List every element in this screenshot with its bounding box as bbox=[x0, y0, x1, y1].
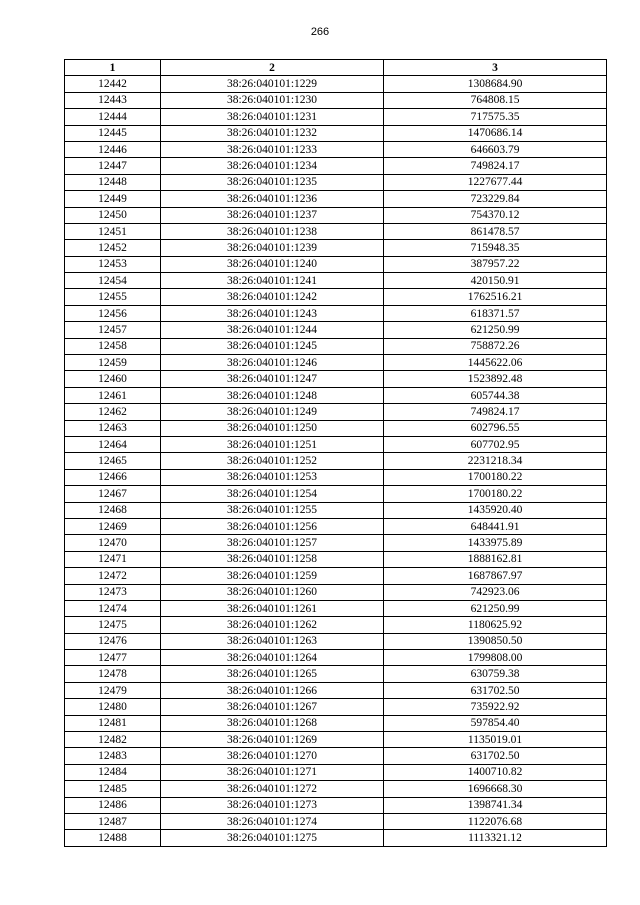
value-cell: 1122076.68 bbox=[384, 813, 607, 829]
cadastral-number-cell: 38:26:040101:1256 bbox=[161, 518, 384, 534]
cadastral-number-cell: 38:26:040101:1229 bbox=[161, 76, 384, 92]
table-row bbox=[65, 387, 607, 403]
cadastral-number-cell: 38:26:040101:1265 bbox=[161, 666, 384, 682]
table-body bbox=[65, 76, 607, 846]
cadastral-number-cell: 38:26:040101:1262 bbox=[161, 617, 384, 633]
value-cell: 630759.38 bbox=[384, 666, 607, 682]
cadastral-number-cell: 38:26:040101:1261 bbox=[161, 600, 384, 616]
table-row bbox=[65, 273, 607, 289]
row-number-cell: 12464 bbox=[65, 436, 161, 452]
table-row bbox=[65, 174, 607, 190]
value-cell: 420150.91 bbox=[384, 273, 607, 289]
table-row bbox=[65, 322, 607, 338]
table-row bbox=[65, 420, 607, 436]
table-row bbox=[65, 289, 607, 305]
value-cell: 723229.84 bbox=[384, 191, 607, 207]
cadastral-number-cell: 38:26:040101:1257 bbox=[161, 535, 384, 551]
value-cell: 1435920.40 bbox=[384, 502, 607, 518]
row-number-cell: 12469 bbox=[65, 518, 161, 534]
value-cell: 1227677.44 bbox=[384, 174, 607, 190]
cadastral-number-cell: 38:26:040101:1238 bbox=[161, 223, 384, 239]
cadastral-number-cell: 38:26:040101:1231 bbox=[161, 109, 384, 125]
table-row bbox=[65, 355, 607, 371]
table-row bbox=[65, 748, 607, 764]
row-number-cell: 12450 bbox=[65, 207, 161, 223]
cadastral-number-cell: 38:26:040101:1263 bbox=[161, 633, 384, 649]
table-row bbox=[65, 404, 607, 420]
cadastral-number-cell: 38:26:040101:1266 bbox=[161, 682, 384, 698]
row-number-cell: 12445 bbox=[65, 125, 161, 141]
value-cell: 1135019.01 bbox=[384, 732, 607, 748]
row-number-cell: 12443 bbox=[65, 92, 161, 108]
row-number-cell: 12454 bbox=[65, 273, 161, 289]
cadastral-number-cell: 38:26:040101:1246 bbox=[161, 355, 384, 371]
value-cell: 605744.38 bbox=[384, 387, 607, 403]
row-number-cell: 12472 bbox=[65, 568, 161, 584]
table-header bbox=[65, 60, 607, 76]
cadastral-number-cell: 38:26:040101:1275 bbox=[161, 830, 384, 846]
value-cell: 648441.91 bbox=[384, 518, 607, 534]
value-cell: 758872.26 bbox=[384, 338, 607, 354]
table-row bbox=[65, 518, 607, 534]
cadastral-number-cell: 38:26:040101:1272 bbox=[161, 781, 384, 797]
table-row bbox=[65, 256, 607, 272]
row-number-cell: 12476 bbox=[65, 633, 161, 649]
table-row bbox=[65, 617, 607, 633]
value-cell: 1762516.21 bbox=[384, 289, 607, 305]
value-cell: 1400710.82 bbox=[384, 764, 607, 780]
table-row bbox=[65, 191, 607, 207]
cadastral-number-cell: 38:26:040101:1233 bbox=[161, 141, 384, 157]
table-row bbox=[65, 469, 607, 485]
row-number-cell: 12477 bbox=[65, 650, 161, 666]
table-row bbox=[65, 715, 607, 731]
cadastral-number-cell: 38:26:040101:1254 bbox=[161, 486, 384, 502]
table-row bbox=[65, 223, 607, 239]
value-cell: 1308684.90 bbox=[384, 76, 607, 92]
cadastral-number-cell: 38:26:040101:1247 bbox=[161, 371, 384, 387]
value-cell: 646603.79 bbox=[384, 141, 607, 157]
cadastral-number-cell: 38:26:040101:1271 bbox=[161, 764, 384, 780]
table-row bbox=[65, 666, 607, 682]
column-header-1: 1 bbox=[65, 60, 161, 76]
row-number-cell: 12456 bbox=[65, 305, 161, 321]
row-number-cell: 12484 bbox=[65, 764, 161, 780]
row-number-cell: 12481 bbox=[65, 715, 161, 731]
cadastral-number-cell: 38:26:040101:1267 bbox=[161, 699, 384, 715]
cadastral-number-cell: 38:26:040101:1270 bbox=[161, 748, 384, 764]
table-row bbox=[65, 535, 607, 551]
value-cell: 631702.50 bbox=[384, 682, 607, 698]
table-row bbox=[65, 240, 607, 256]
row-number-cell: 12479 bbox=[65, 682, 161, 698]
value-cell: 1433975.89 bbox=[384, 535, 607, 551]
row-number-cell: 12446 bbox=[65, 141, 161, 157]
row-number-cell: 12480 bbox=[65, 699, 161, 715]
table-row bbox=[65, 732, 607, 748]
table-row bbox=[65, 125, 607, 141]
value-cell: 1696668.30 bbox=[384, 781, 607, 797]
row-number-cell: 12449 bbox=[65, 191, 161, 207]
table-row bbox=[65, 305, 607, 321]
cadastral-value-table bbox=[64, 59, 607, 847]
table-row bbox=[65, 338, 607, 354]
value-cell: 621250.99 bbox=[384, 322, 607, 338]
value-cell: 1888162.81 bbox=[384, 551, 607, 567]
table-row bbox=[65, 436, 607, 452]
cadastral-number-cell: 38:26:040101:1241 bbox=[161, 273, 384, 289]
table-row bbox=[65, 568, 607, 584]
value-cell: 1470686.14 bbox=[384, 125, 607, 141]
cadastral-number-cell: 38:26:040101:1264 bbox=[161, 650, 384, 666]
value-cell: 1398741.34 bbox=[384, 797, 607, 813]
table-row bbox=[65, 600, 607, 616]
value-cell: 621250.99 bbox=[384, 600, 607, 616]
row-number-cell: 12463 bbox=[65, 420, 161, 436]
cadastral-number-cell: 38:26:040101:1240 bbox=[161, 256, 384, 272]
row-number-cell: 12459 bbox=[65, 355, 161, 371]
value-cell: 1523892.48 bbox=[384, 371, 607, 387]
cadastral-number-cell: 38:26:040101:1251 bbox=[161, 436, 384, 452]
column-header-2: 2 bbox=[161, 60, 384, 76]
column-header-3: 3 bbox=[384, 60, 607, 76]
cadastral-number-cell: 38:26:040101:1243 bbox=[161, 305, 384, 321]
value-cell: 1700180.22 bbox=[384, 486, 607, 502]
value-cell: 2231218.34 bbox=[384, 453, 607, 469]
table-row bbox=[65, 207, 607, 223]
table-row bbox=[65, 453, 607, 469]
cadastral-number-cell: 38:26:040101:1230 bbox=[161, 92, 384, 108]
cadastral-number-cell: 38:26:040101:1259 bbox=[161, 568, 384, 584]
value-cell: 631702.50 bbox=[384, 748, 607, 764]
cadastral-number-cell: 38:26:040101:1249 bbox=[161, 404, 384, 420]
cadastral-number-cell: 38:26:040101:1244 bbox=[161, 322, 384, 338]
cadastral-number-cell: 38:26:040101:1248 bbox=[161, 387, 384, 403]
value-cell: 742923.06 bbox=[384, 584, 607, 600]
value-cell: 749824.17 bbox=[384, 158, 607, 174]
table-row bbox=[65, 92, 607, 108]
table-row bbox=[65, 584, 607, 600]
row-number-cell: 12447 bbox=[65, 158, 161, 174]
table-row bbox=[65, 76, 607, 92]
value-cell: 597854.40 bbox=[384, 715, 607, 731]
cadastral-number-cell: 38:26:040101:1232 bbox=[161, 125, 384, 141]
value-cell: 1799808.00 bbox=[384, 650, 607, 666]
table-row bbox=[65, 633, 607, 649]
row-number-cell: 12448 bbox=[65, 174, 161, 190]
table-row bbox=[65, 551, 607, 567]
row-number-cell: 12455 bbox=[65, 289, 161, 305]
cadastral-number-cell: 38:26:040101:1237 bbox=[161, 207, 384, 223]
row-number-cell: 12460 bbox=[65, 371, 161, 387]
table-row bbox=[65, 781, 607, 797]
table-row bbox=[65, 764, 607, 780]
value-cell: 387957.22 bbox=[384, 256, 607, 272]
cadastral-number-cell: 38:26:040101:1242 bbox=[161, 289, 384, 305]
value-cell: 717575.35 bbox=[384, 109, 607, 125]
table-row bbox=[65, 650, 607, 666]
row-number-cell: 12471 bbox=[65, 551, 161, 567]
cadastral-number-cell: 38:26:040101:1236 bbox=[161, 191, 384, 207]
row-number-cell: 12478 bbox=[65, 666, 161, 682]
row-number-cell: 12482 bbox=[65, 732, 161, 748]
row-number-cell: 12466 bbox=[65, 469, 161, 485]
value-cell: 618371.57 bbox=[384, 305, 607, 321]
row-number-cell: 12470 bbox=[65, 535, 161, 551]
row-number-cell: 12462 bbox=[65, 404, 161, 420]
table-row bbox=[65, 158, 607, 174]
table-row bbox=[65, 371, 607, 387]
row-number-cell: 12453 bbox=[65, 256, 161, 272]
row-number-cell: 12485 bbox=[65, 781, 161, 797]
row-number-cell: 12488 bbox=[65, 830, 161, 846]
value-cell: 1687867.97 bbox=[384, 568, 607, 584]
row-number-cell: 12483 bbox=[65, 748, 161, 764]
row-number-cell: 12467 bbox=[65, 486, 161, 502]
row-number-cell: 12474 bbox=[65, 600, 161, 616]
row-number-cell: 12486 bbox=[65, 797, 161, 813]
value-cell: 715948.35 bbox=[384, 240, 607, 256]
cadastral-number-cell: 38:26:040101:1258 bbox=[161, 551, 384, 567]
row-number-cell: 12468 bbox=[65, 502, 161, 518]
table-row bbox=[65, 141, 607, 157]
value-cell: 764808.15 bbox=[384, 92, 607, 108]
page-number: 266 bbox=[310, 26, 330, 38]
table-row bbox=[65, 109, 607, 125]
row-number-cell: 12473 bbox=[65, 584, 161, 600]
table-row bbox=[65, 486, 607, 502]
header-row bbox=[65, 60, 607, 76]
cadastral-number-cell: 38:26:040101:1255 bbox=[161, 502, 384, 518]
cadastral-number-cell: 38:26:040101:1260 bbox=[161, 584, 384, 600]
cadastral-number-cell: 38:26:040101:1268 bbox=[161, 715, 384, 731]
value-cell: 1445622.06 bbox=[384, 355, 607, 371]
value-cell: 735922.92 bbox=[384, 699, 607, 715]
table-row bbox=[65, 797, 607, 813]
value-cell: 1180625.92 bbox=[384, 617, 607, 633]
row-number-cell: 12475 bbox=[65, 617, 161, 633]
table-row bbox=[65, 682, 607, 698]
row-number-cell: 12444 bbox=[65, 109, 161, 125]
row-number-cell: 12458 bbox=[65, 338, 161, 354]
cadastral-number-cell: 38:26:040101:1239 bbox=[161, 240, 384, 256]
row-number-cell: 12452 bbox=[65, 240, 161, 256]
row-number-cell: 12457 bbox=[65, 322, 161, 338]
value-cell: 1390850.50 bbox=[384, 633, 607, 649]
value-cell: 754370.12 bbox=[384, 207, 607, 223]
value-cell: 1113321.12 bbox=[384, 830, 607, 846]
cadastral-number-cell: 38:26:040101:1274 bbox=[161, 813, 384, 829]
table-row bbox=[65, 830, 607, 846]
cadastral-number-cell: 38:26:040101:1253 bbox=[161, 469, 384, 485]
value-cell: 607702.95 bbox=[384, 436, 607, 452]
value-cell: 1700180.22 bbox=[384, 469, 607, 485]
cadastral-number-cell: 38:26:040101:1250 bbox=[161, 420, 384, 436]
row-number-cell: 12461 bbox=[65, 387, 161, 403]
cadastral-number-cell: 38:26:040101:1252 bbox=[161, 453, 384, 469]
value-cell: 861478.57 bbox=[384, 223, 607, 239]
cadastral-number-cell: 38:26:040101:1234 bbox=[161, 158, 384, 174]
row-number-cell: 12487 bbox=[65, 813, 161, 829]
value-cell: 749824.17 bbox=[384, 404, 607, 420]
row-number-cell: 12442 bbox=[65, 76, 161, 92]
table-row bbox=[65, 502, 607, 518]
cadastral-number-cell: 38:26:040101:1245 bbox=[161, 338, 384, 354]
value-cell: 602796.55 bbox=[384, 420, 607, 436]
table-row bbox=[65, 813, 607, 829]
row-number-cell: 12451 bbox=[65, 223, 161, 239]
cadastral-number-cell: 38:26:040101:1235 bbox=[161, 174, 384, 190]
table-row bbox=[65, 699, 607, 715]
cadastral-number-cell: 38:26:040101:1269 bbox=[161, 732, 384, 748]
row-number-cell: 12465 bbox=[65, 453, 161, 469]
cadastral-number-cell: 38:26:040101:1273 bbox=[161, 797, 384, 813]
